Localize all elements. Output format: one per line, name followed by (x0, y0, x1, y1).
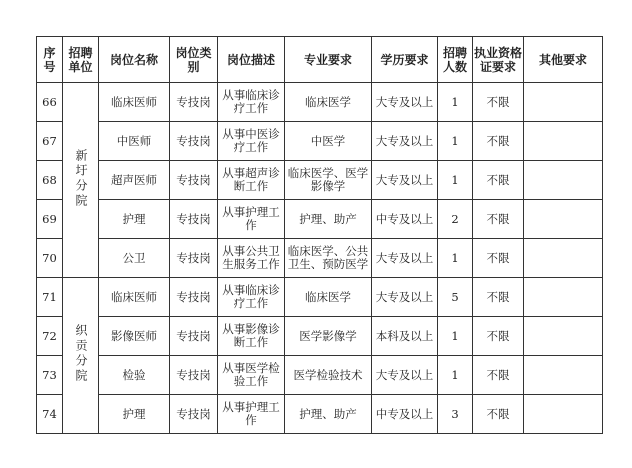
row-index: 70 (37, 239, 63, 278)
education-requirement: 本科及以上 (372, 317, 438, 356)
education-requirement: 中专及以上 (372, 200, 438, 239)
certificate-requirement: 不限 (473, 83, 524, 122)
position-description: 从事临床诊疗工作 (218, 83, 285, 122)
education-requirement: 大专及以上 (372, 278, 438, 317)
major-requirement: 临床医学 (285, 83, 372, 122)
position-type: 专技岗 (170, 356, 218, 395)
education-requirement: 大专及以上 (372, 356, 438, 395)
education-requirement: 大专及以上 (372, 83, 438, 122)
other-requirement (524, 200, 603, 239)
row-index: 66 (37, 83, 63, 122)
major-requirement: 中医学 (285, 122, 372, 161)
table-row (37, 161, 603, 200)
position-name: 中医师 (99, 122, 170, 161)
position-description: 从事医学检验工作 (218, 356, 285, 395)
position-type: 专技岗 (170, 395, 218, 434)
position-name: 影像医师 (99, 317, 170, 356)
education-requirement: 中专及以上 (372, 395, 438, 434)
certificate-requirement: 不限 (473, 239, 524, 278)
table-row (37, 395, 603, 434)
major-requirement: 医学影像学 (285, 317, 372, 356)
position-type: 专技岗 (170, 317, 218, 356)
other-requirement (524, 239, 603, 278)
hire-count: 2 (438, 200, 473, 239)
hire-count: 1 (438, 122, 473, 161)
table-row (37, 239, 603, 278)
row-index: 74 (37, 395, 63, 434)
unit-name: 织贡分院 (74, 324, 88, 384)
other-requirement (524, 83, 603, 122)
major-requirement: 护理、助产 (285, 395, 372, 434)
position-name: 临床医师 (99, 278, 170, 317)
position-description: 从事公共卫生服务工作 (218, 239, 285, 278)
position-name: 公卫 (99, 239, 170, 278)
header-education: 学历要求 (372, 37, 438, 83)
other-requirement (524, 317, 603, 356)
position-name: 超声医师 (99, 161, 170, 200)
header-index: 序号 (37, 37, 63, 83)
unit-cell (63, 83, 99, 278)
major-requirement: 护理、助产 (285, 200, 372, 239)
header-unit: 招聘单位 (63, 37, 99, 83)
table-row (37, 317, 603, 356)
position-description: 从事护理工作 (218, 395, 285, 434)
position-type: 专技岗 (170, 239, 218, 278)
hire-count: 1 (438, 356, 473, 395)
row-index: 72 (37, 317, 63, 356)
education-requirement: 大专及以上 (372, 161, 438, 200)
unit-cell (63, 278, 99, 434)
position-name: 护理 (99, 395, 170, 434)
certificate-requirement: 不限 (473, 200, 524, 239)
hire-count: 3 (438, 395, 473, 434)
position-type: 专技岗 (170, 122, 218, 161)
row-index: 71 (37, 278, 63, 317)
unit-name: 新圩分院 (74, 148, 88, 209)
position-type: 专技岗 (170, 83, 218, 122)
certificate-requirement: 不限 (473, 278, 524, 317)
header-position-type: 岗位类别 (170, 37, 218, 83)
header-count: 招聘人数 (438, 37, 473, 83)
position-name: 临床医师 (99, 83, 170, 122)
major-requirement: 临床医学 (285, 278, 372, 317)
other-requirement (524, 395, 603, 434)
position-type: 专技岗 (170, 200, 218, 239)
position-type: 专技岗 (170, 161, 218, 200)
position-description: 从事影像诊断工作 (218, 317, 285, 356)
row-index: 69 (37, 200, 63, 239)
position-description: 从事护理工作 (218, 200, 285, 239)
position-description: 从事超声诊断工作 (218, 161, 285, 200)
header-major: 专业要求 (285, 37, 372, 83)
education-requirement: 大专及以上 (372, 239, 438, 278)
certificate-requirement: 不限 (473, 356, 524, 395)
other-requirement (524, 122, 603, 161)
header-description: 岗位描述 (218, 37, 285, 83)
certificate-requirement: 不限 (473, 161, 524, 200)
other-requirement (524, 356, 603, 395)
row-index: 68 (37, 161, 63, 200)
hire-count: 1 (438, 83, 473, 122)
table-row (37, 356, 603, 395)
table-row (37, 278, 603, 317)
hire-count: 1 (438, 317, 473, 356)
position-description: 从事中医诊疗工作 (218, 122, 285, 161)
table-row (37, 122, 603, 161)
recruitment-table (36, 36, 603, 434)
position-description: 从事临床诊疗工作 (218, 278, 285, 317)
header-other: 其他要求 (524, 37, 603, 83)
major-requirement: 临床医学、医学影像学 (285, 161, 372, 200)
header-certificate: 执业资格证要求 (473, 37, 524, 83)
certificate-requirement: 不限 (473, 317, 524, 356)
header-row (37, 37, 603, 83)
table-row (37, 83, 603, 122)
row-index: 67 (37, 122, 63, 161)
position-name: 护理 (99, 200, 170, 239)
hire-count: 1 (438, 239, 473, 278)
hire-count: 5 (438, 278, 473, 317)
other-requirement (524, 161, 603, 200)
table-row (37, 200, 603, 239)
position-name: 检验 (99, 356, 170, 395)
certificate-requirement: 不限 (473, 395, 524, 434)
major-requirement: 医学检验技术 (285, 356, 372, 395)
education-requirement: 大专及以上 (372, 122, 438, 161)
hire-count: 1 (438, 161, 473, 200)
position-type: 专技岗 (170, 278, 218, 317)
major-requirement: 临床医学、公共卫生、预防医学 (285, 239, 372, 278)
other-requirement (524, 278, 603, 317)
header-position-name: 岗位名称 (99, 37, 170, 83)
certificate-requirement: 不限 (473, 122, 524, 161)
row-index: 73 (37, 356, 63, 395)
